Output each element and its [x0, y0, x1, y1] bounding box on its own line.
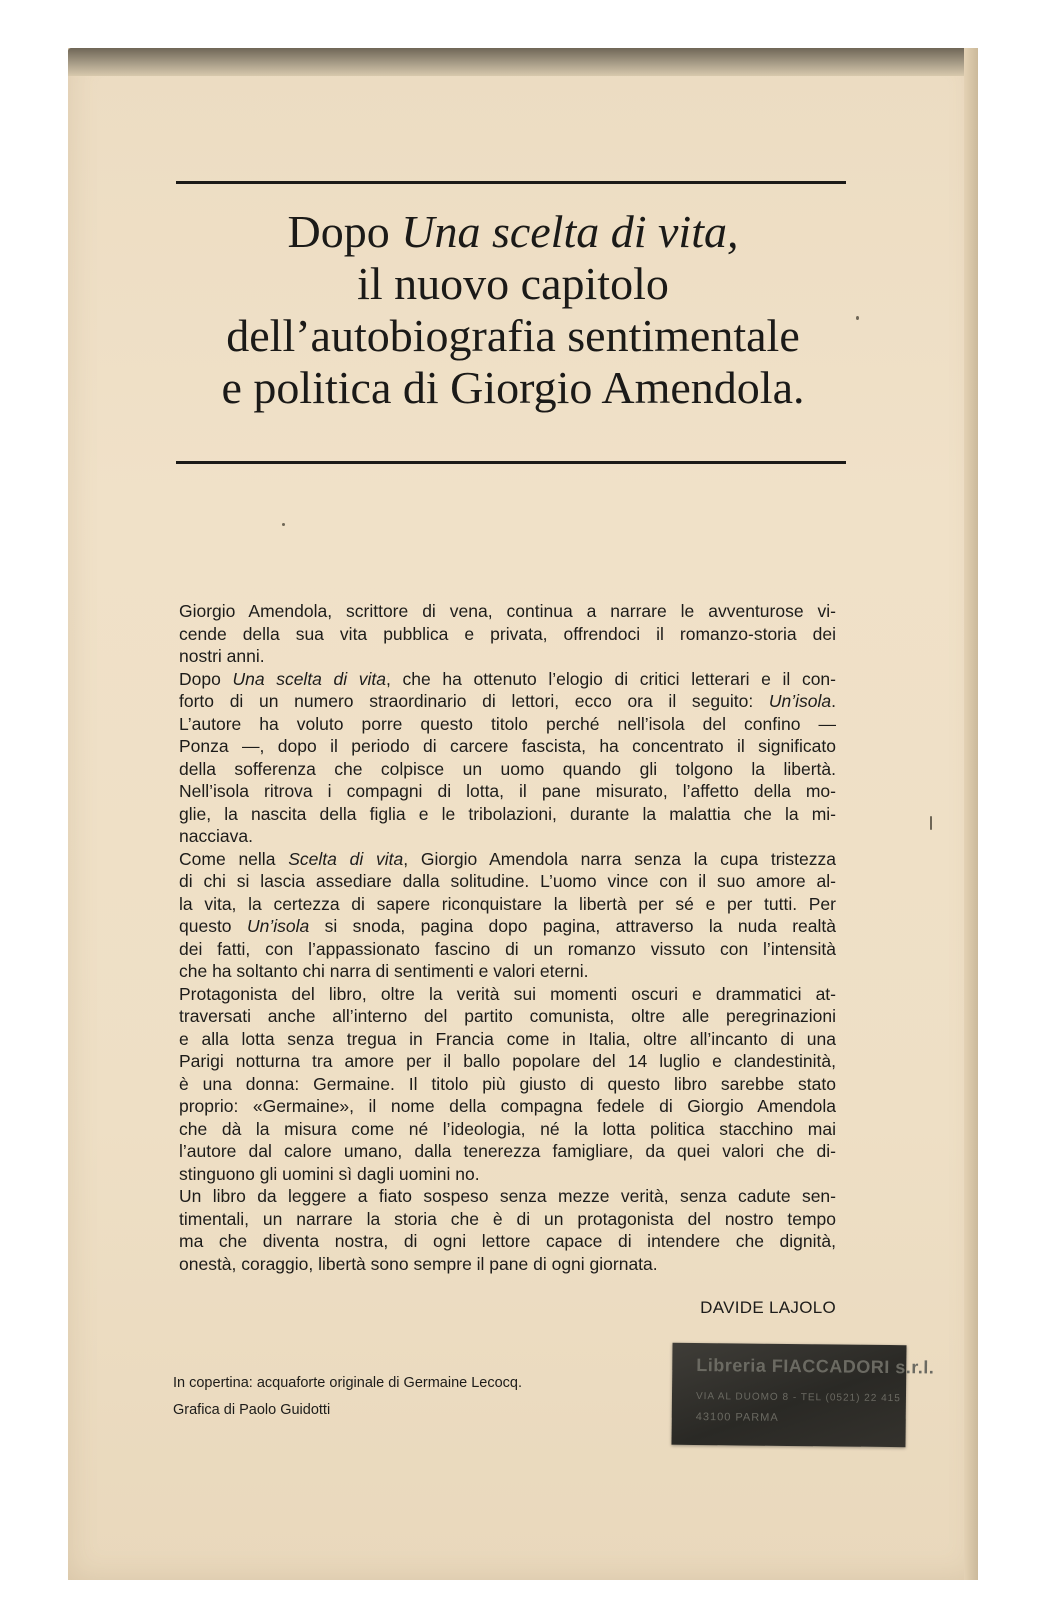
sticker-city: 43100 PARMA: [695, 1411, 779, 1424]
body-line: Un libro da leggere a fiato sospeso senza mezze verità, senza cadute sen-: [179, 1186, 836, 1206]
cover-right-edge: [964, 48, 978, 1580]
body-line: della sofferenza che colpisce un uomo quando gli tolgono la libertà.: [179, 758, 836, 779]
author-signature: DAVIDE LAJOLO: [700, 1298, 836, 1317]
body-line: stinguono gli uomini sì dagli uomini no.: [179, 1163, 480, 1184]
book-back-cover: [68, 48, 978, 1580]
sticker-shop-name: Libreria FIACCADORI s.r.l.: [696, 1355, 935, 1378]
body-line: che ha soltanto chi narra di sentimenti e valori eterni.: [179, 961, 589, 981]
body-line: Parigi notturna tra amore per il ballo popolare del 14 luglio e clandestinità,: [179, 1051, 836, 1071]
headline-prefix: Dopo: [287, 206, 402, 257]
cover-credits: [173, 1370, 522, 1424]
body-line: Come nella Scelta di vita, Giorgio Amendola narra senza la cupa tristezza: [179, 848, 836, 869]
body-line: onestà, coraggio, libertà sono sempre il pane di ogni giornata.: [179, 1253, 658, 1274]
body-line: L’autore ha voluto porre questo titolo perché nell’isola del confino —: [179, 713, 836, 734]
headline-line-3: dell’autobiografia sentimentale: [226, 310, 800, 361]
paper-speck: [282, 523, 285, 526]
body-line: la vita, la certezza di sapere riconquistare la libertà per sé e per tutti. Per: [179, 893, 836, 914]
cover-top-edge: [68, 48, 978, 76]
headline-line-1: [148, 206, 878, 258]
body-line: Giorgio Amendola, scrittore di vena, continua a narrare le avventurose vi-: [179, 601, 836, 621]
blurb-headline: [148, 206, 878, 414]
body-line: l’autore dal calore umano, dalla tenerezza famigliare, da quei valori che di-: [179, 1141, 836, 1161]
body-line: che dà la misura come né l’ideologia, né la lotta politica stacchino mai: [179, 1118, 836, 1139]
body-line: Dopo Una scelta di vita, che ha ottenuto l’elogio di critici letterari e il con-: [179, 668, 836, 689]
body-line: nostri anni.: [179, 646, 265, 666]
cover-art-credit: In copertina: acquaforte originale di Germaine Lecocq.: [173, 1375, 523, 1391]
body-line: Nell’isola ritrova i compagni di lotta, il pane misurato, l’affetto della mo-: [179, 781, 836, 801]
body-line: questo Un’isola si snoda, pagina dopo pagina, attraverso la nuda realtà: [179, 916, 836, 936]
body-line: timentali, un narrare la storia che è di un protagonista del nostro tempo: [179, 1208, 836, 1229]
body-line: proprio: «Germaine», il nome della compagna fedele di Giorgio Amendola: [179, 1096, 836, 1116]
body-line: Ponza —, dopo il periodo di carcere fascista, ha concentrato il significato: [179, 736, 836, 756]
body-line: ma che diventa nostra, di ogni lettore capace di intendere che dignità,: [179, 1231, 836, 1251]
graphics-credit: Grafica di Paolo Guidotti: [173, 1402, 331, 1418]
paper-speck: [856, 316, 859, 320]
body-line: dei fatti, con l’appassionato fascino di un romanzo vissuto con l’intensità: [179, 938, 836, 959]
bookseller-sticker: [671, 1343, 935, 1447]
body-line: nacciava.: [179, 826, 253, 846]
body-line: di chi si lascia assediare dalla solitudine. L’uomo vince con il suo amore al-: [179, 871, 836, 891]
headline-line-4: e politica di Giorgio Amendola.: [221, 362, 805, 413]
body-line: è una donna: Germaine. Il titolo più giusto di questo libro sarebbe stato: [179, 1073, 836, 1094]
body-line: forto di un numero straordinario di lettori, ecco ora il seguito: Un’isola.: [179, 691, 836, 711]
body-line: Protagonista del libro, oltre la verità sui momenti oscuri e drammatici at-: [179, 983, 836, 1004]
headline-book-title: Una scelta di vita,: [401, 206, 739, 257]
sticker-address: VIA AL DUOMO 8 - TEL (0521) 22 415: [695, 1391, 901, 1405]
body-line: cende della sua vita pubblica e privata, offrendoci il romanzo-storia dei: [179, 623, 836, 644]
body-line: glie, la nascita della figlia e le tribolazioni, durante la malattia che la mi-: [179, 803, 836, 824]
top-divider: [176, 181, 846, 184]
body-line: traversati anche all’interno del partito comunista, oltre alle peregrinazioni: [179, 1006, 836, 1026]
bottom-divider: [176, 461, 846, 464]
body-line: e alla lotta senza tregua in Francia come in Italia, oltre all’incanto di una: [179, 1028, 836, 1049]
paper-speck: [930, 816, 932, 830]
headline-line-2: il nuovo capitolo: [357, 258, 669, 309]
blurb-body-text: [179, 600, 836, 1275]
